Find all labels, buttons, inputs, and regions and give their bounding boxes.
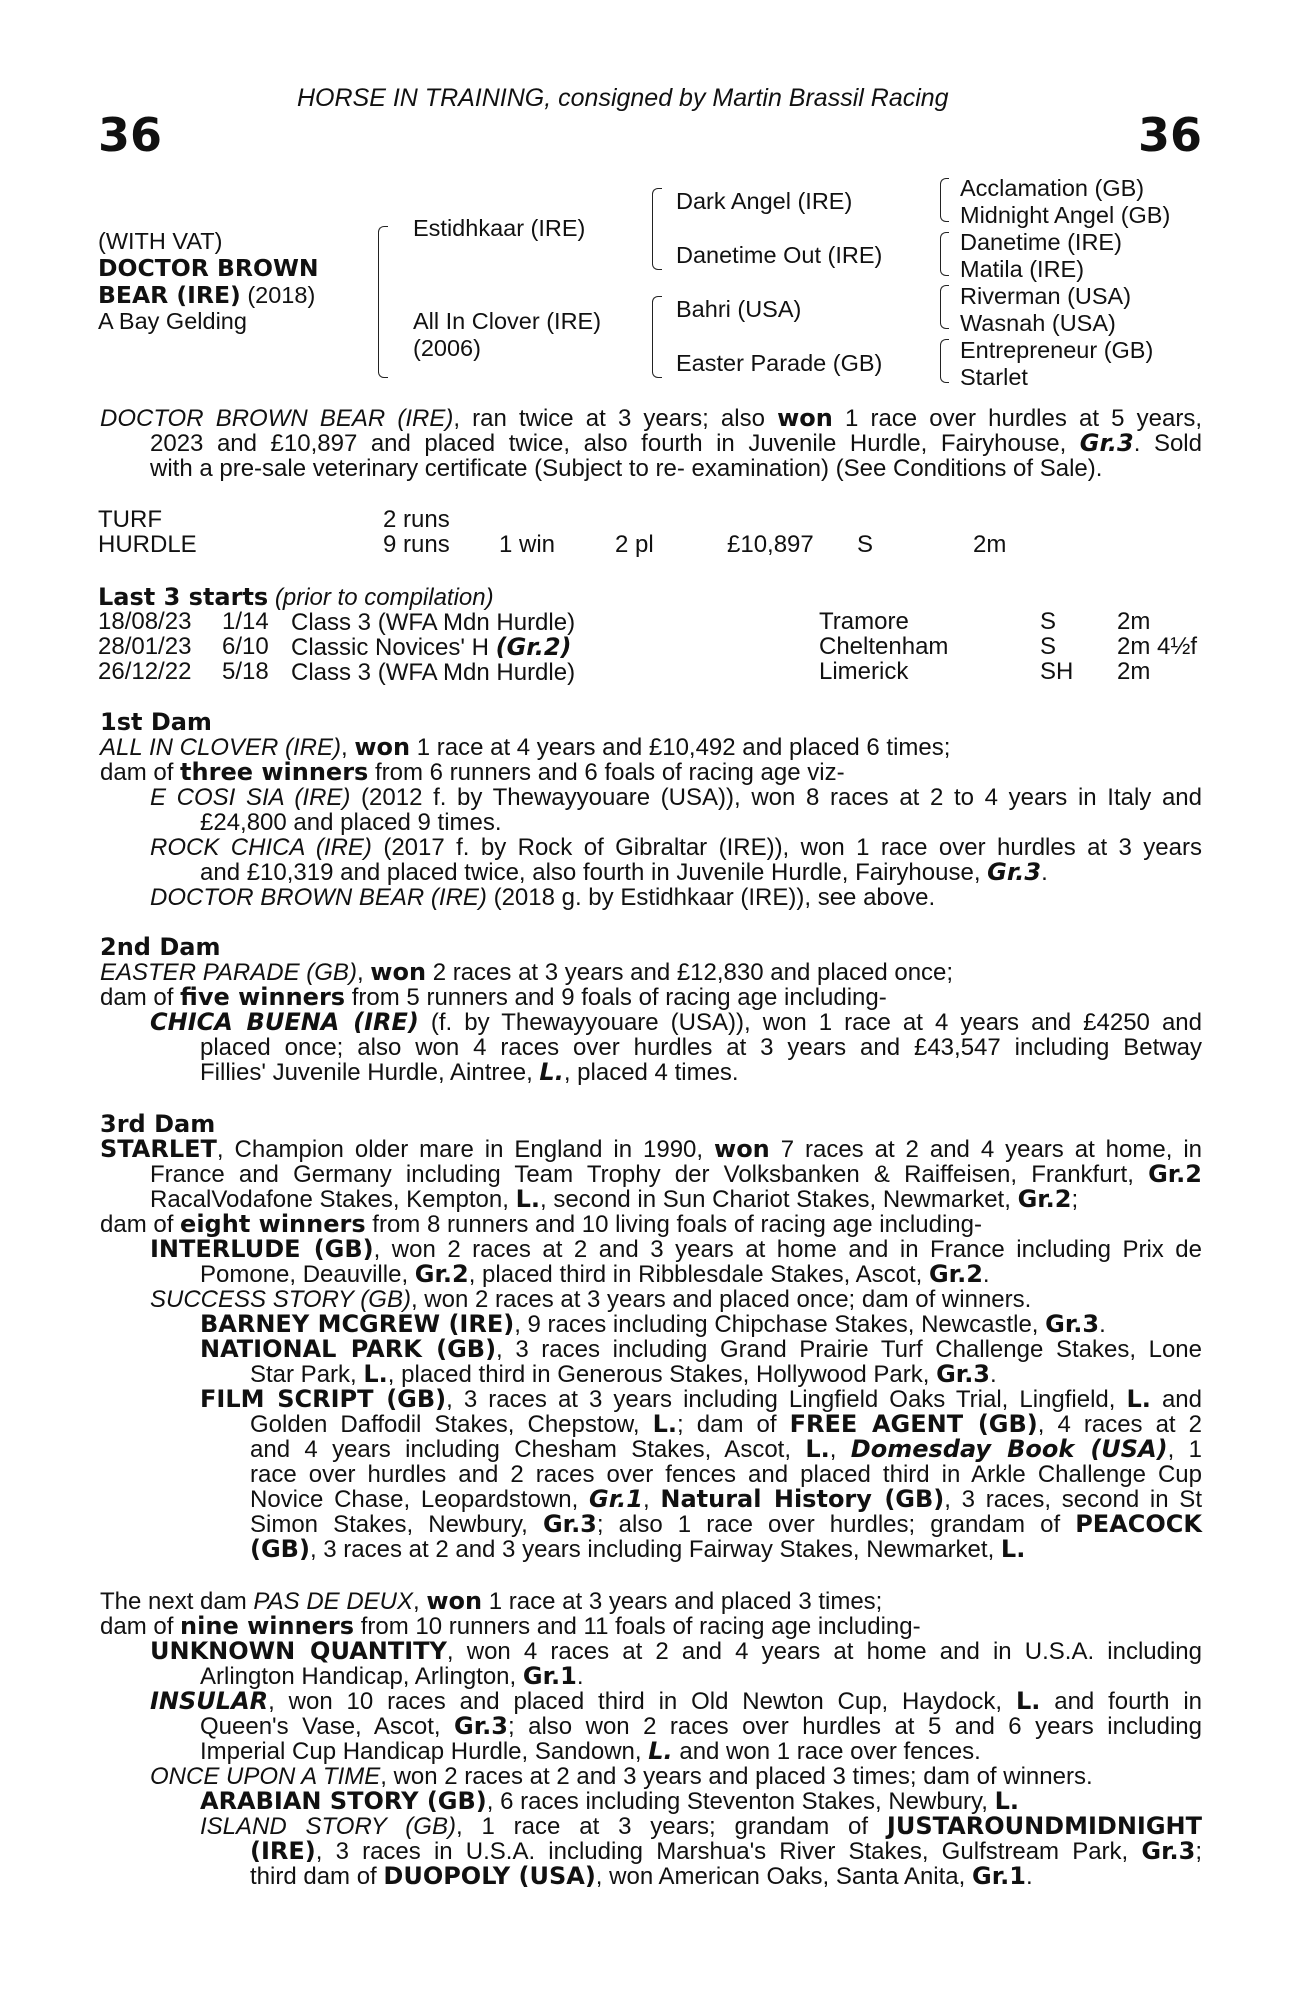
text-line: STARLET, Champion older mare in England in 1990, won 7 races at 2 and 4 years at home, in [100, 1135, 1203, 1163]
pedigree-dam-year: (2006) [413, 335, 481, 361]
row-race: Class 3 (WFA Mdn Hurdle) [291, 609, 576, 636]
pedigree-g8: Starlet [960, 364, 1028, 390]
row-position: 1/14 [222, 608, 269, 635]
pedigree-sire: Estidhkaar (IRE) [413, 215, 586, 241]
text-line: Star Park, L., placed third in Generous Stakes, Hollywood Park, Gr.3. [250, 1360, 997, 1388]
text-line: £24,800 and placed 9 times. [200, 809, 502, 836]
record-hurdle-surface: S [857, 531, 874, 558]
pedigree-brace [378, 226, 388, 378]
section-heading: 3rd Dam [100, 1110, 216, 1138]
vat-note: (WITH VAT) [98, 228, 223, 254]
row-course: Cheltenham [819, 633, 949, 660]
text-line: dam of nine winners from 10 runners and 11 foals of racing age including- [100, 1612, 921, 1640]
text-line: SUCCESS STORY (GB), won 2 races at 3 years and placed once; dam of winners. [150, 1286, 1032, 1313]
section-heading: 2nd Dam [100, 933, 221, 961]
text-line: Queen's Vase, Ascot, Gr.3; also won 2 races over hurdles at 5 and 6 years including [200, 1712, 1202, 1740]
last3-heading: Last 3 starts (prior to compilation) [98, 583, 494, 611]
row-date: 26/12/22 [98, 658, 192, 685]
record-hurdle-distance: 2m [973, 531, 1007, 558]
text-line: DOCTOR BROWN BEAR (IRE) (2018 g. by Estidhkaar (IRE)), see above. [150, 884, 936, 911]
text-line: ARABIAN STORY (GB), 6 races including Steventon Stakes, Newbury, L. [200, 1787, 1020, 1815]
pedigree-brace [940, 178, 949, 222]
text-line: and 4 years including Chesham Stakes, Ascot, L., Domesday Book (USA), 1 [250, 1435, 1202, 1463]
row-going: SH [1040, 658, 1074, 685]
text-line: EASTER PARADE (GB), won 2 races at 3 years and £12,830 and placed once; [100, 958, 954, 986]
record-hurdle-label: HURDLE [98, 531, 197, 558]
text-line: placed once; also won 4 races over hurdles at 3 years and £43,547 including Betway [200, 1034, 1202, 1061]
row-going: S [1040, 633, 1057, 660]
text-line: Novice Chase, Leopardstown, Gr.1, Natural History (GB), 3 races, second in St [250, 1485, 1202, 1513]
text-line: E COSI SIA (IRE) (2012 f. by Thewayyouare (USA)), won 8 races at 2 to 4 years in Italy and [150, 784, 1202, 811]
text-line: The next dam PAS DE DEUX, won 1 race at 3 years and placed 3 times; [100, 1587, 883, 1615]
text-line: dam of five winners from 5 runners and 9 foals of racing age including- [100, 983, 887, 1011]
text-line: RacalVodafone Stakes, Kempton, L., second in Sun Chariot Stakes, Newmarket, Gr.2; [150, 1185, 1079, 1213]
row-race: Classic Novices' H (Gr.2) [291, 633, 572, 661]
row-going: S [1040, 608, 1057, 635]
pedigree-g6: Wasnah (USA) [960, 310, 1116, 336]
text-line: Simon Stakes, Newbury, Gr.3; also 1 race over hurdles; grandam of PEACOCK [250, 1510, 1203, 1538]
pedigree-g3: Danetime (IRE) [960, 229, 1122, 255]
summary-line: 2023 and £10,897 and placed twice, also fourth in Juvenile Hurdle, Fairyhouse, Gr.3. Sold [150, 429, 1202, 457]
text-line: Fillies' Juvenile Hurdle, Aintree, L., placed 4 times. [200, 1058, 739, 1086]
text-line: NATIONAL PARK (GB), 3 races including Grand Prairie Turf Challenge Stakes, Lone [200, 1335, 1202, 1363]
pedigree-g7: Entrepreneur (GB) [960, 337, 1154, 363]
text-line: INTERLUDE (GB), won 2 races at 2 and 3 years at home and in France including Prix de [150, 1235, 1202, 1263]
pedigree-g5: Riverman (USA) [960, 283, 1132, 309]
row-course: Limerick [819, 658, 909, 685]
text-line: ROCK CHICA (IRE) (2017 f. by Rock of Gibraltar (IRE)), won 1 race over hurdles at 3 years [150, 834, 1202, 861]
pedigree-brace [940, 232, 949, 276]
text-line: CHICA BUENA (IRE) (f. by Thewayyouare (USA)), won 1 race at 4 years and £4250 and [150, 1008, 1202, 1036]
summary-line: DOCTOR BROWN BEAR (IRE), ran twice at 3 years; also won 1 race over hurdles at 5 years, [100, 404, 1202, 432]
record-turf-runs: 2 runs [383, 506, 450, 533]
pedigree-g4: Matila (IRE) [960, 256, 1085, 282]
row-position: 5/18 [222, 658, 269, 685]
text-line: (GB), 3 races at 2 and 3 years including Fairway Stakes, Newmarket, L. [250, 1535, 1026, 1563]
text-line: INSULAR, won 10 races and placed third in Old Newton Cup, Haydock, L. and fourth in [150, 1687, 1203, 1715]
horse-name-line2: BEAR (IRE) (2018) [98, 281, 316, 309]
text-line: UNKNOWN QUANTITY, won 4 races at 2 and 4 years at home and in U.S.A. including [150, 1637, 1202, 1665]
row-distance: 2m 4½f [1117, 633, 1198, 660]
record-hurdle-earnings: £10,897 [727, 531, 814, 558]
record-hurdle-wins: 1 win [499, 531, 556, 558]
text-line: third dam of DUOPOLY (USA), won American Oaks, Santa Anita, Gr.1. [250, 1862, 1033, 1890]
row-date: 28/01/23 [98, 633, 192, 660]
row-date: 18/08/23 [98, 608, 192, 635]
pedigree-g2: Midnight Angel (GB) [960, 202, 1171, 228]
pedigree-dam: All In Clover (IRE) [413, 308, 602, 334]
horse-description: A Bay Gelding [98, 308, 247, 334]
text-line: Imperial Cup Handicap Hurdle, Sandown, L. and won 1 race over fences. [200, 1737, 981, 1765]
section-heading: 1st Dam [100, 708, 212, 736]
text-line: (IRE), 3 races in U.S.A. including Marshua's River Stakes, Gulfstream Park, Gr.3; [250, 1837, 1202, 1865]
pedigree-brace [652, 188, 662, 270]
lot-number-left: 36 [98, 108, 163, 162]
text-line: BARNEY MCGREW (IRE), 9 races including Chipchase Stakes, Newcastle, Gr.3. [200, 1310, 1106, 1338]
text-line: and £10,319 and placed twice, also fourth in Juvenile Hurdle, Fairyhouse, Gr.3. [200, 858, 1048, 886]
text-line: ONCE UPON A TIME, won 2 races at 2 and 3 years and placed 3 times; dam of winners. [150, 1763, 1093, 1790]
pedigree-dam-sire: Bahri (USA) [676, 296, 802, 322]
text-line: race over hurdles and 2 races over fences and placed third in Arkle Challenge Cup [250, 1461, 1202, 1488]
text-line: dam of eight winners from 8 runners and 10 living foals of racing age including- [100, 1210, 982, 1238]
text-line: France and Germany including Team Trophy der Volksbanken & Raiffeisen, Frankfurt, Gr.2 [150, 1160, 1202, 1188]
text-line: Golden Daffodil Stakes, Chepstow, L.; dam of FREE AGENT (GB), 4 races at 2 [250, 1410, 1202, 1438]
text-line: Arlington Handicap, Arlington, Gr.1. [200, 1662, 584, 1690]
row-distance: 2m [1117, 608, 1151, 635]
page-header: HORSE IN TRAINING, consigned by Martin Brassil Racing [297, 84, 949, 112]
pedigree-sire-sire: Dark Angel (IRE) [676, 188, 853, 214]
pedigree-brace [940, 339, 949, 383]
pedigree-brace [940, 285, 949, 329]
text-line: ALL IN CLOVER (IRE), won 1 race at 4 years and £10,492 and placed 6 times; [100, 733, 951, 761]
pedigree-sire-dam: Danetime Out (IRE) [676, 242, 883, 268]
horse-name: DOCTOR BROWN [98, 254, 319, 282]
lot-number-right: 36 [1137, 108, 1202, 162]
text-line: FILM SCRIPT (GB), 3 races at 3 years including Lingfield Oaks Trial, Lingfield, L. and [200, 1385, 1202, 1413]
row-distance: 2m [1117, 658, 1151, 685]
row-position: 6/10 [222, 633, 269, 660]
record-hurdle-placed: 2 pl [615, 531, 654, 558]
record-hurdle-runs: 9 runs [383, 531, 450, 558]
pedigree-g1: Acclamation (GB) [960, 175, 1145, 201]
pedigree-brace [652, 296, 662, 378]
row-course: Tramore [819, 608, 909, 635]
row-race: Class 3 (WFA Mdn Hurdle) [291, 659, 576, 686]
pedigree-dam-dam: Easter Parade (GB) [676, 350, 883, 376]
summary-line: with a pre-sale veterinary certificate (Subject to re- examination) (See Conditions of Sale). [150, 455, 1103, 482]
text-line: dam of three winners from 6 runners and 6 foals of racing age viz- [100, 758, 845, 786]
text-line: Pomone, Deauville, Gr.2, placed third in Ribblesdale Stakes, Ascot, Gr.2. [200, 1260, 990, 1288]
record-turf-label: TURF [98, 506, 162, 533]
text-line: ISLAND STORY (GB), 1 race at 3 years; grandam of JUSTAROUNDMIDNIGHT [200, 1812, 1202, 1840]
